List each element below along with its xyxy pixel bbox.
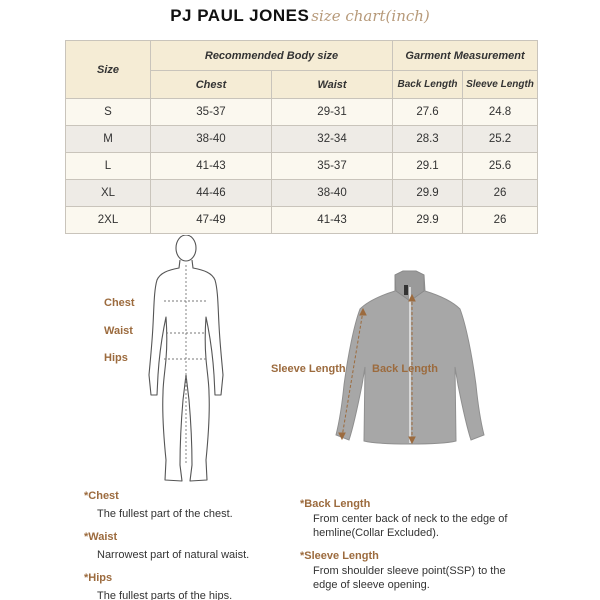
definition-item: *Sleeve Length From shoulder sleeve point(SSP) to the edge of sleeve opening. bbox=[300, 550, 530, 592]
waist-cell: 41-43 bbox=[272, 207, 393, 234]
waist-cell: 35-37 bbox=[272, 153, 393, 180]
back-length-label: Back Length bbox=[372, 363, 439, 375]
table-row bbox=[66, 180, 538, 207]
waist-column-header: Waist bbox=[272, 71, 393, 99]
body-guide-lines bbox=[164, 265, 208, 465]
back-length-definition-text: From center back of neck to the edge of hemline(Collar Excluded). bbox=[313, 513, 508, 539]
table-row bbox=[66, 207, 538, 234]
size-chart-table bbox=[65, 40, 538, 234]
waist-label: Waist bbox=[104, 325, 133, 337]
chest-cell: 41-43 bbox=[151, 153, 272, 180]
waist-definition-text: Narrowest part of natural waist. bbox=[97, 549, 250, 561]
waist-cell: 32-34 bbox=[272, 126, 393, 153]
sleeve-length-cell: 24.8 bbox=[463, 99, 538, 126]
size-cell: M bbox=[66, 126, 151, 153]
brand-header bbox=[0, 6, 600, 32]
measurement-illustration bbox=[0, 235, 600, 485]
back-length-cell: 29.9 bbox=[393, 180, 463, 207]
jacket-illustration bbox=[336, 271, 484, 444]
size-chart-script-title: size chart(inch) bbox=[311, 7, 430, 25]
zipper-pull bbox=[404, 285, 408, 295]
sleeve-length-column-header: Sleeve Length bbox=[463, 71, 538, 99]
chest-column-header: Chest bbox=[151, 71, 272, 99]
body-measurement-definitions bbox=[84, 490, 304, 600]
table-row bbox=[66, 126, 538, 153]
back-length-cell: 29.1 bbox=[393, 153, 463, 180]
table-row bbox=[66, 99, 538, 126]
back-length-column-header: Back Length bbox=[393, 71, 463, 99]
chest-definition-title: Chest bbox=[88, 490, 119, 502]
size-cell: XL bbox=[66, 180, 151, 207]
sleeve-length-label: Sleeve Length bbox=[271, 363, 346, 375]
back-length-cell: 27.6 bbox=[393, 99, 463, 126]
garment-measurement-definitions bbox=[300, 498, 530, 600]
size-cell: 2XL bbox=[66, 207, 151, 234]
waist-cell: 29-31 bbox=[272, 99, 393, 126]
sleeve-length-cell: 25.2 bbox=[463, 126, 538, 153]
sleeve-length-cell: 25.6 bbox=[463, 153, 538, 180]
definition-item: *Back Length From center back of neck to the edge of hemline(Collar Excluded). bbox=[300, 498, 530, 540]
hips-definition-text: The fullest parts of the hips. bbox=[97, 590, 233, 600]
sleeve-length-cell: 26 bbox=[463, 180, 538, 207]
chest-label: Chest bbox=[104, 297, 135, 309]
chest-cell: 47-49 bbox=[151, 207, 272, 234]
chest-cell: 38-40 bbox=[151, 126, 272, 153]
back-length-definition-title: Back Length bbox=[304, 498, 371, 510]
table-row bbox=[66, 153, 538, 180]
hips-definition-title: Hips bbox=[88, 572, 113, 584]
chest-definition-text: The fullest part of the chest. bbox=[97, 508, 233, 520]
size-column-header: Size bbox=[66, 41, 151, 99]
hips-label: Hips bbox=[104, 352, 128, 364]
size-cell: S bbox=[66, 99, 151, 126]
sleeve-length-cell: 26 bbox=[463, 207, 538, 234]
chest-cell: 44-46 bbox=[151, 180, 272, 207]
brand-name: PJ PAUL JONES bbox=[170, 6, 310, 25]
size-cell: L bbox=[66, 153, 151, 180]
definition-item: *Hips The fullest parts of the hips. bbox=[84, 572, 304, 600]
garment-group-header: Garment Measurement bbox=[393, 41, 538, 71]
back-length-cell: 29.9 bbox=[393, 207, 463, 234]
waist-definition-title: Waist bbox=[88, 531, 118, 543]
chest-cell: 35-37 bbox=[151, 99, 272, 126]
illustration-svg bbox=[0, 235, 600, 485]
back-length-cell: 28.3 bbox=[393, 126, 463, 153]
sleeve-length-definition-text: From shoulder sleeve point(SSP) to the edge of sleeve opening. bbox=[313, 565, 506, 591]
waist-cell: 38-40 bbox=[272, 180, 393, 207]
body-size-group-header: Recommended Body size bbox=[151, 41, 393, 71]
definition-item: *Waist Narrowest part of natural waist. bbox=[84, 531, 304, 562]
sleeve-length-definition-title: Sleeve Length bbox=[304, 550, 379, 562]
definition-item: *Chest The fullest part of the chest. bbox=[84, 490, 304, 521]
